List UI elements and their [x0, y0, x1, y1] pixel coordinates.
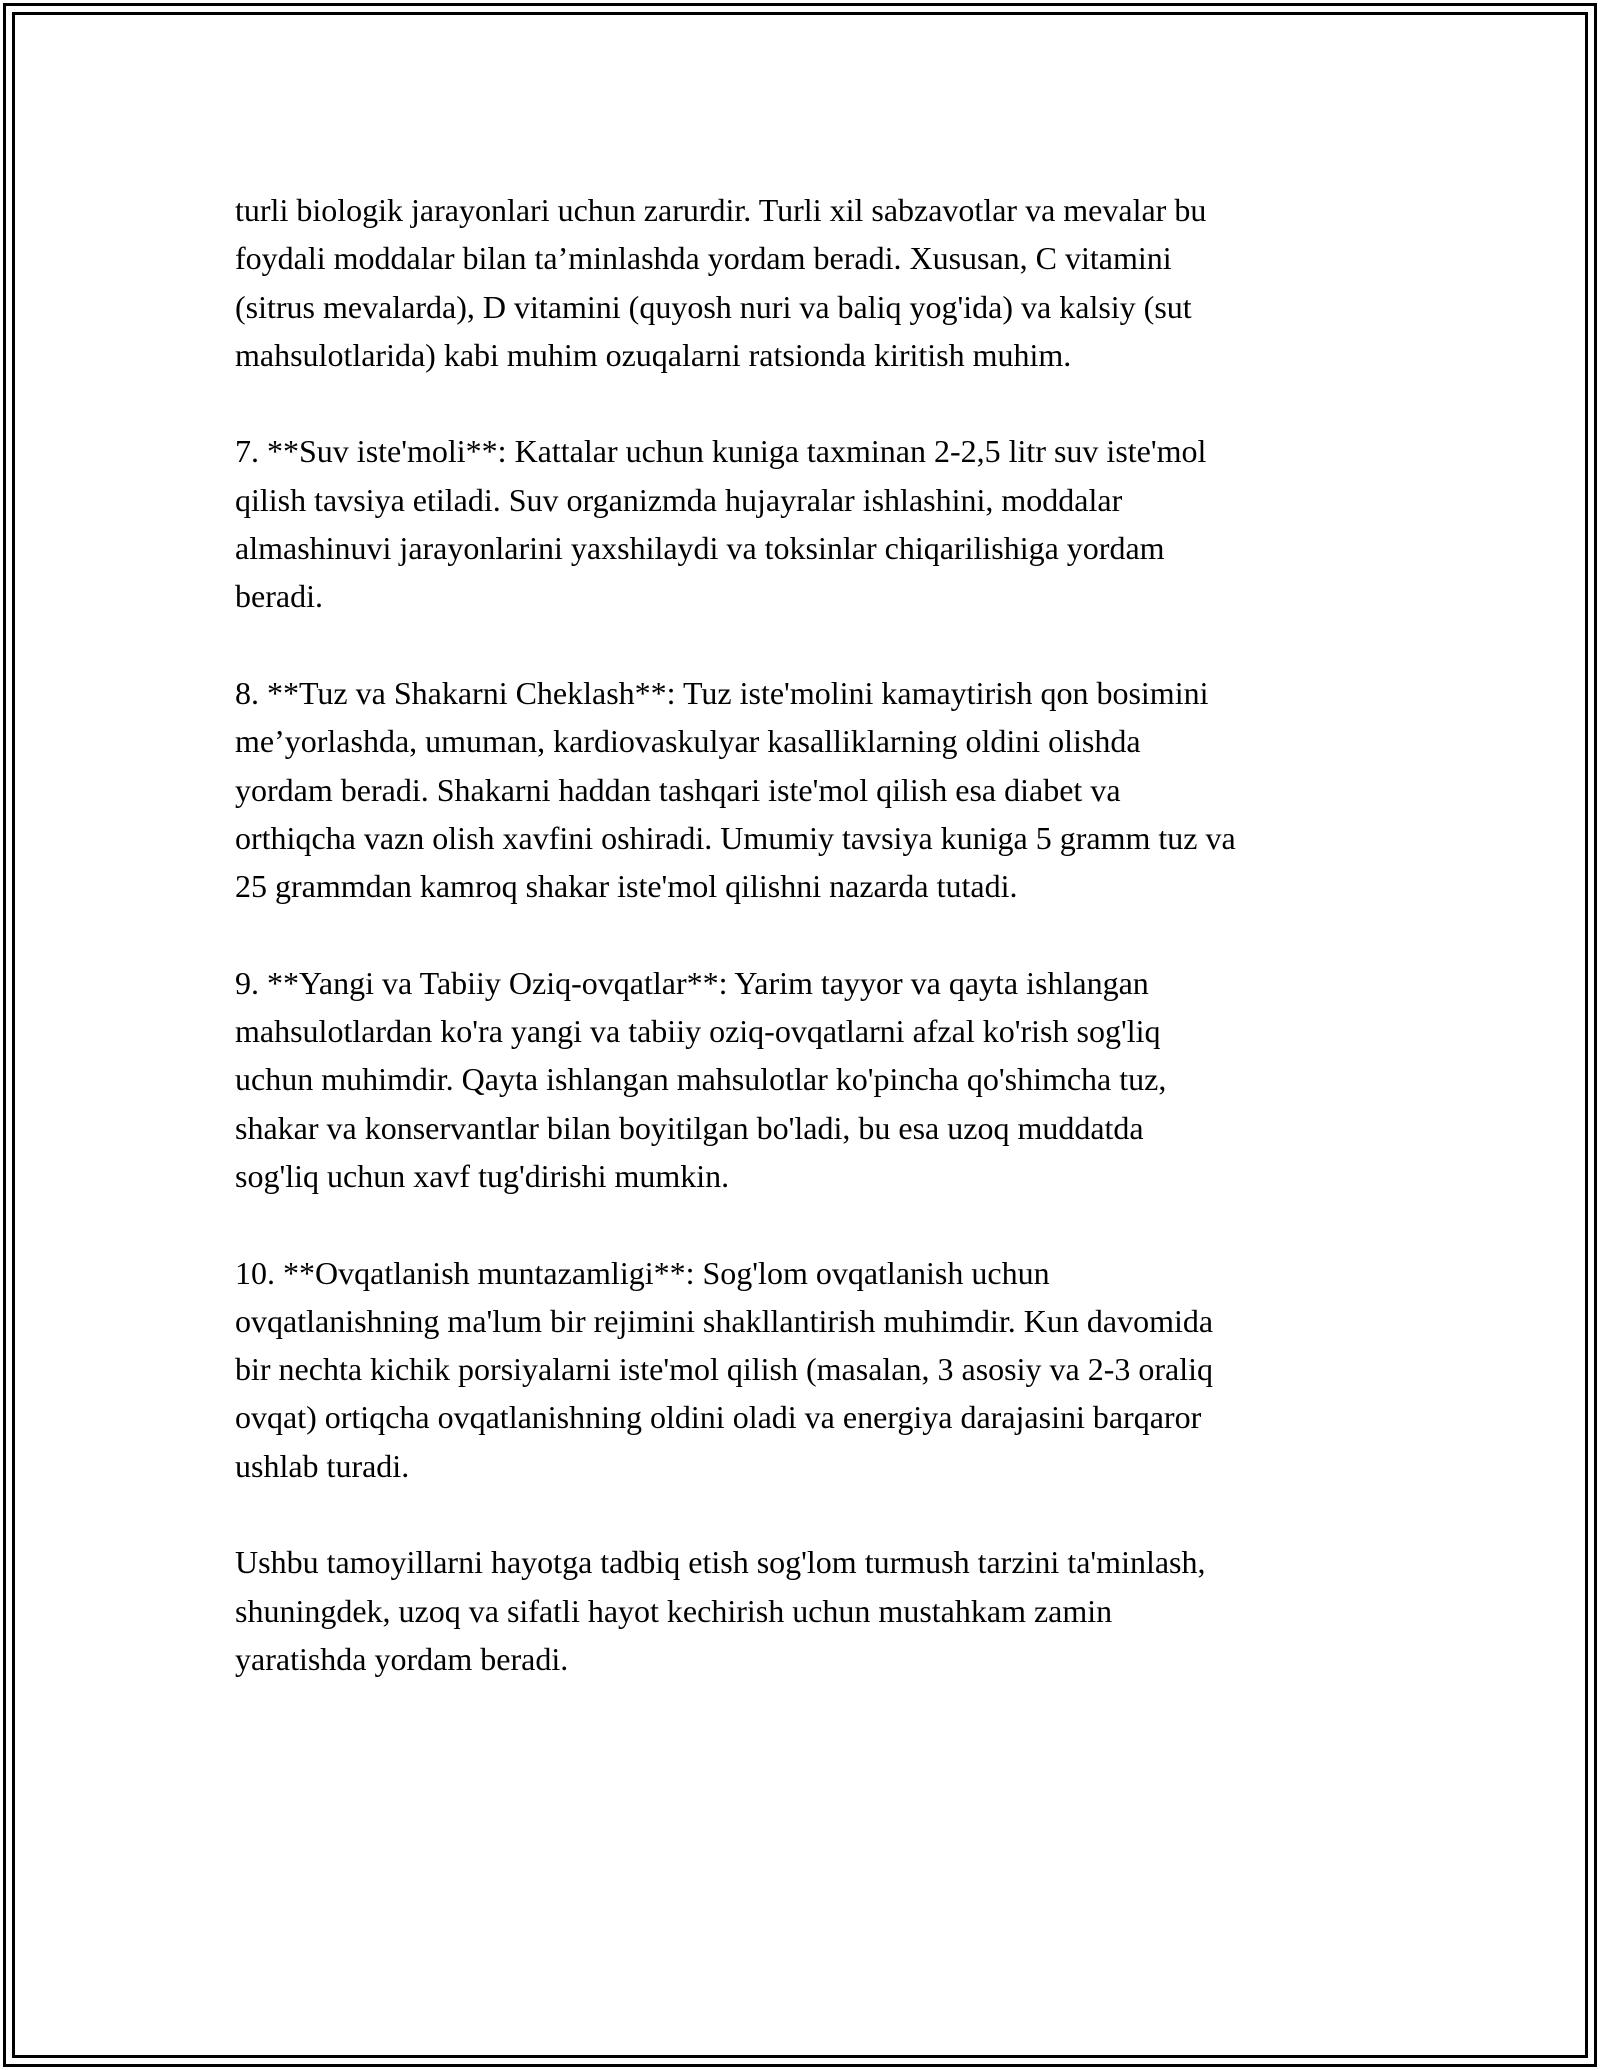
paragraph-vitamins-continued: turli biologik jarayonlari uchun zarurdir. Turli xil sabzavotlar va mevalar bu foydali moddalar bilan ta’minlashda yordam beradi. Xususan, C vitamini (sitrus mevalarda), D vitamini (quyosh nuri va baliq yog'ida) va kalsiy (sut mahsulotlarida) kabi muhim ozuqalarni ratsionda kiritish muhim.	[235, 192, 1207, 373]
paragraph-water-intake: 7. **Suv iste'moli**: Kattalar uchun kuniga taxminan 2-2,5 litr suv iste'mol qilish tavsiya etiladi. Suv organizmda hujayralar ishlashini, moddalar almashinuvi jarayonlarini yaxshilaydi va toksinlar chiqarilishiga yordam beradi.	[235, 433, 1207, 615]
paragraph-salt-sugar-limit: 8. **Tuz va Shakarni Cheklash**: Tuz iste'molini kamaytirish qon bosimini me’yorlashda, umuman, kardiovaskulyar kasalliklarning oldini olishda yordam beradi. Shakarni haddan tashqari iste'mol qilish esa diabet va orthiqcha vazn olish xavfini oshiradi. Umumiy tavsiya kuniga 5 gramm tuz va 25 grammdan kamroq shakar iste'mol qilishni nazarda tutadi.	[235, 674, 1236, 905]
paragraph-conclusion: Ushbu tamoyillarni hayotga tadbiq etish sog'lom turmush tarzini ta'minlash, shuningdek, uzoq va sifatli hayot kechirish uchun mustahkam zamin yaratishda yordam beradi.	[235, 1544, 1206, 1677]
paragraph-meal-regularity: 10. **Ovqatlanish muntazamligi**: Sog'lom ovqatlanish uchun ovqatlanishning ma'lum bir rejimini shakllantirish muhimdir. Kun davomida bir nechta kichik porsiyalarni iste'mol qilish (masalan, 3 asosiy va 2-3 oraliq ovqat) ortiqcha ovqatlanishning oldini oladi va energiya darajasini barqaror ushlab turadi.	[235, 1254, 1214, 1484]
document-body	[235, 186, 1375, 1683]
paragraph-fresh-natural-foods: 9. **Yangi va Tabiiy Oziq-ovqatlar**: Yarim tayyor va qayta ishlangan mahsulotlardan ko'ra yangi va tabiiy oziq-ovqatlarni afzal ko'rish sog'liq uchun muhimdir. Qayta ishlangan mahsulotlar ko'pincha qo'shimcha tuz, shakar va konservantlar bilan boyitilgan bo'ladi, bu esa uzoq muddatda sog'liq uchun xavf tug'dirishi mumkin.	[235, 964, 1167, 1194]
